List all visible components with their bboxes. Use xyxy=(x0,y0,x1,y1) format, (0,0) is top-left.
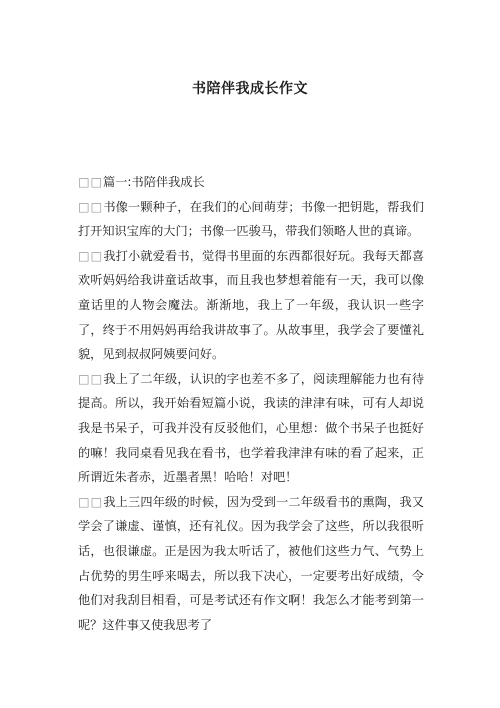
paragraph-text: 书像一颗种子，在我们的心间萌芽；书像一把钥匙，帮我们打开知识宝库的大门；书像一匹骏马，带我们领略人世的真谛。 xyxy=(78,199,425,239)
indent-placeholder: □□ xyxy=(78,199,104,214)
paragraph-text: 我上了二年级，认识的字也差不多了，阅读理解能力也有待提高。所以，我开始看短篇小说，我读的津津有味，可有人却说我是书呆子，可我并没有反驳他们，心里想：做个书呆子也挺好的嘛！我同桌看见我在看书，也学着我津津有味的看了起来，正所谓近朱者赤，近墨者黑！哈哈！对吧！ xyxy=(78,371,425,485)
paragraph xyxy=(78,244,424,367)
paragraph-text: 篇一:书陪伴我成长 xyxy=(103,175,205,189)
paragraph-text: 我上三四年级的时候，因为受到一二年级看书的熏陶，我又学会了谦虚、谨慎，还有礼仪。因为我学会了这些，所以我很听话，也很谦虚。正是因为我太听话了，被他们这些力气、气势上占优势的男生呼来喝去，所以我下决心，一定要考出好成绩，令他们对我刮目相看，可是考试还有作文啊！我怎么才能考到第一呢？这件事又使我思考了 xyxy=(78,494,425,632)
paragraph xyxy=(78,490,424,638)
paragraph xyxy=(78,195,424,244)
indent-placeholder: □□ xyxy=(78,371,104,386)
indent-placeholder: □□ xyxy=(78,494,104,509)
document-body xyxy=(78,170,424,637)
indent-placeholder: □□ xyxy=(78,248,104,263)
paragraph xyxy=(78,367,424,490)
indent-placeholder: □□ xyxy=(78,175,104,189)
paragraph xyxy=(78,170,424,195)
paragraph-text: 我打小就爱看书，觉得书里面的东西都很好玩。我每天都喜欢听妈妈给我讲童话故事，而且我也梦想着能有一天，我可以像童话里的人物会魔法。渐渐地，我上了一年级，我认识一些字了，终于不用妈妈再给我讲故事了。从故事里，我学会了要懂礼貌，见到叔叔阿姨要问好。 xyxy=(78,248,425,362)
document-title: 书陪伴我成长作文 xyxy=(192,81,308,97)
